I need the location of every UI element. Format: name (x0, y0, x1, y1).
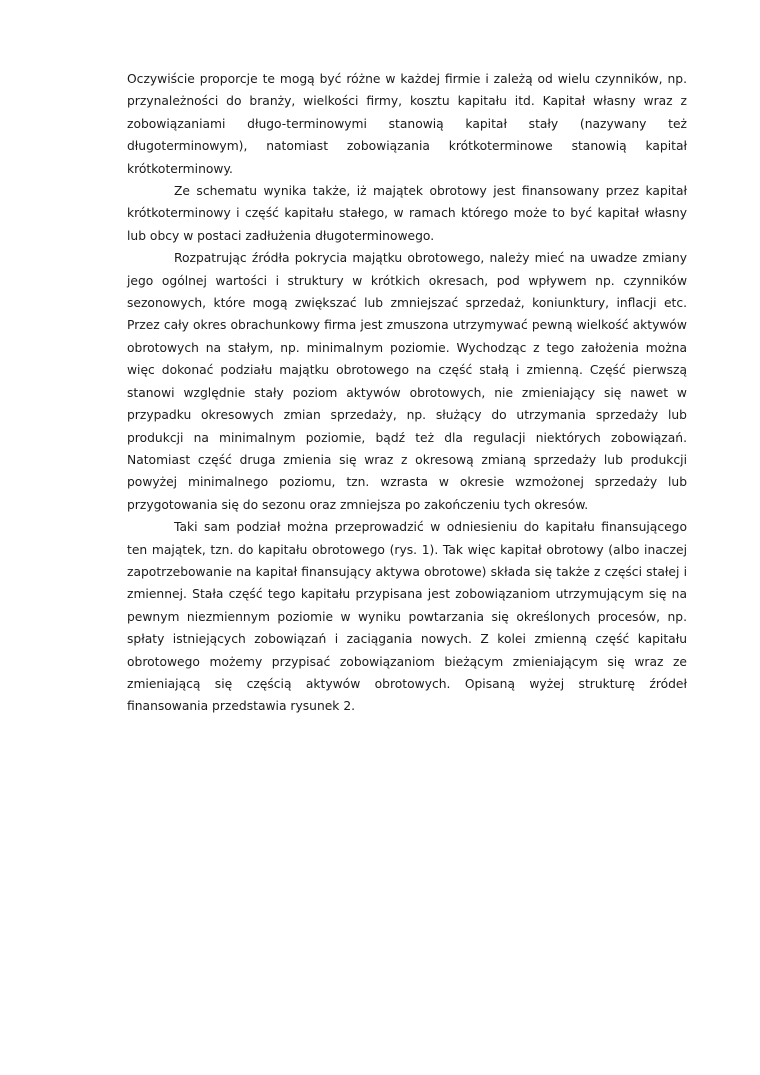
document-page (127, 68, 687, 718)
paragraph-3: Rozpatrując źródła pokrycia majątku obrotowego, należy mieć na uwadze zmiany jego ogólnej wartości i struktury w krótkich okresach, pod wpływem np. czynników sezonowych, które mogą zwiększać lub zmniejszać sprzedaż, koniunktury, inflacji etc. Przez cały okres obrachunkowy firma jest zmuszona utrzymywać pewną wielkość aktywów obrotowych na stałym, np. minimalnym poziomie. Wychodząc z tego założenia można więc dokonać podziału majątku obrotowego na część stałą i zmienną. Część pierwszą stanowi względnie stały poziom aktywów obrotowych, nie zmieniający się nawet w przypadku okresowych zmian sprzedaży, np. służący do utrzymania sprzedaży lub produkcji na minimalnym poziomie, bądź też dla regulacji niektórych zobowiązań. Natomiast część druga zmienia się wraz z okresową zmianą sprzedaży lub produkcji powyżej minimalnego poziomu, tzn. wzrasta w okresie wzmożonej sprzedaży lub przygotowania się do sezonu oraz zmniejsza po zakończeniu tych okresów. (127, 251, 687, 512)
paragraph-2: Ze schematu wynika także, iż majątek obrotowy jest finansowany przez kapitał krótkoterminowy i część kapitału stałego, w ramach którego może to być kapitał własny lub obcy w postaci zadłużenia długoterminowego. (127, 184, 687, 243)
paragraph-4: Taki sam podział można przeprowadzić w odniesieniu do kapitału finansującego ten majątek, tzn. do kapitału obrotowego (rys. 1). Tak więc kapitał obrotowy (albo inaczej zapotrzebowanie na kapitał finansujący aktywa obrotowe) składa się także z części stałej i zmiennej. Stała część tego kapitału przypisana jest zobowiązaniom utrzymującym się na pewnym niezmiennym poziomie w wyniku powtarzania się określonych procesów, np. spłaty istniejących zobowiązań i zaciągania nowych. Z kolei zmienną część kapitału obrotowego możemy przypisać zobowiązaniom bieżącym zmieniającym się wraz ze zmieniającą się częścią aktywów obrotowych. Opisaną wyżej strukturę źródeł finansowania przedstawia rysunek 2. (127, 520, 687, 714)
paragraph-1: Oczywiście proporcje te mogą być różne w każdej firmie i zależą od wielu czynników, np. przynależności do branży, wielkości firmy, kosztu kapitału itd. Kapitał własny wraz z zobowiązaniami długo-terminowymi stanowią kapitał stały (nazywany też długoterminowym), natomiast zobowiązania krótkoterminowe stanowią kapitał krótkoterminowy. (127, 72, 687, 176)
